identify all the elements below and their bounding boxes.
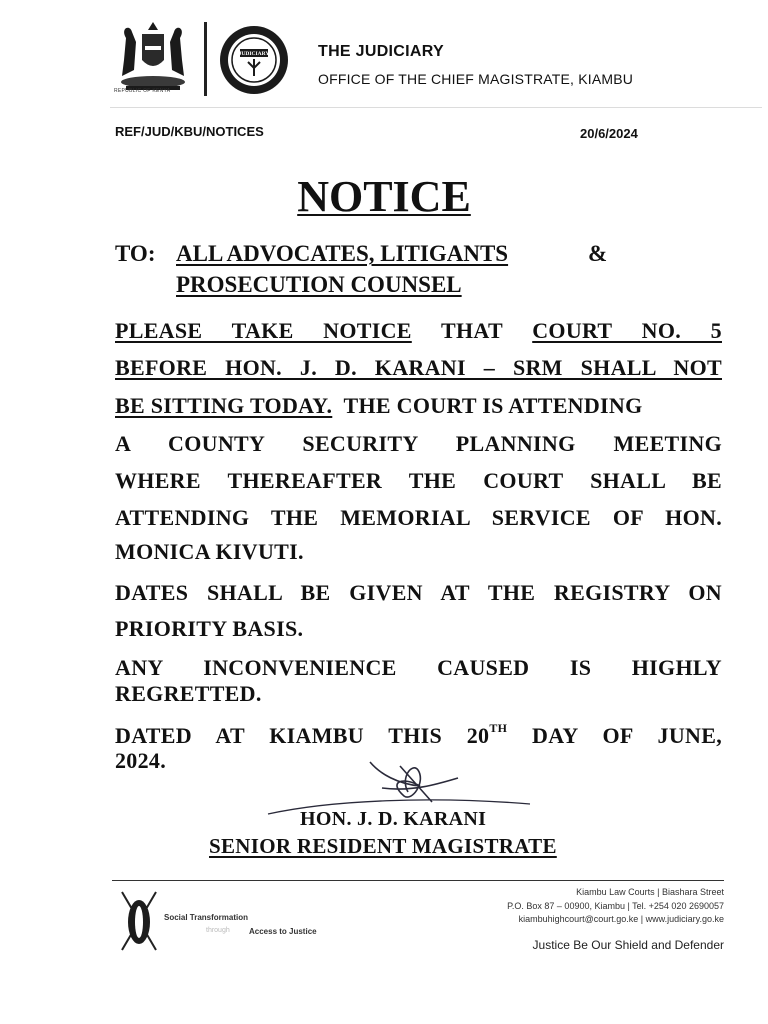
dated-suffix: DAY OF JUNE,: [532, 723, 722, 748]
body-phrase: THE COURT IS ATTENDING: [343, 393, 643, 418]
footer-slogan-connector: through: [206, 927, 230, 934]
reference-number: REF/JUD/KBU/NOTICES: [115, 124, 264, 139]
signatory-title: SENIOR RESIDENT MAGISTRATE: [209, 834, 557, 858]
dated-prefix: DATED AT KIAMBU THIS 20: [115, 723, 490, 748]
body-line: [115, 393, 722, 419]
dated-ordinal: TH: [489, 721, 508, 735]
shield-spears-icon: [114, 888, 164, 954]
header-rule: [110, 107, 762, 108]
notice-heading-text: NOTICE: [297, 172, 471, 221]
footer-contact-line: kiambuhighcourt@court.go.ke | www.judiciary.go.ke: [518, 914, 724, 924]
footer-address-line-2: P.O. Box 87 – 00900, Kiambu | Tel. +254 020 2690057: [507, 901, 724, 911]
body-line: A COUNTY SECURITY PLANNING MEETING: [115, 431, 722, 456]
footer-motto: Justice Be Our Shield and Defender: [532, 938, 724, 952]
underlined-phrase: COURT NO. 5: [532, 318, 722, 343]
office-subtitle: OFFICE OF THE CHIEF MAGISTRATE, KIAMBU: [318, 71, 634, 87]
addressee-line-1: ALL ADVOCATES, LITIGANTS: [176, 241, 509, 266]
notice-heading: [0, 171, 768, 222]
body-line: [115, 318, 722, 344]
body-line: ATTENDING THE MEMORIAL SERVICE OF HON.: [115, 505, 722, 530]
to-label: TO:: [115, 241, 156, 266]
body-phrase: THAT: [441, 318, 503, 343]
judiciary-seal-icon: [218, 24, 290, 96]
body-line: REGRETTED.: [115, 681, 262, 706]
underlined-phrase: BE SITTING TODAY.: [115, 393, 333, 418]
footer-address-line-1: Kiambu Law Courts | Biashara Street: [576, 887, 724, 897]
seal-text: JUDICIARY: [238, 51, 270, 57]
addressee-ampersand: &: [588, 241, 608, 266]
footer-slogan-line-1: Social Transformation: [164, 913, 249, 922]
dated-year: 2024.: [115, 748, 166, 773]
organization-title: THE JUDICIARY: [318, 43, 444, 60]
footer-slogan-line-2: Access to Justice: [249, 927, 317, 936]
body-line: MONICA KIVUTI.: [115, 539, 304, 564]
body-line: DATES SHALL BE GIVEN AT THE REGISTRY ON: [115, 580, 722, 605]
coat-of-arms-icon: [112, 20, 194, 96]
addressee-line-2: PROSECUTION COUNSEL: [176, 272, 462, 297]
footer-rule: [112, 880, 724, 881]
body-line: BEFORE HON. J. D. KARANI – SRM SHALL NOT: [115, 355, 722, 380]
body-line: ANY INCONVENIENCE CAUSED IS HIGHLY: [115, 655, 722, 680]
body-line: PRIORITY BASIS.: [115, 616, 304, 641]
dated-line: [115, 723, 722, 749]
document-date: 20/6/2024: [580, 126, 638, 141]
coat-of-arms-caption: REPUBLIC OF KENYA: [114, 88, 171, 94]
signatory-name: HON. J. D. KARANI: [300, 808, 487, 830]
body-line: WHERE THEREAFTER THE COURT SHALL BE: [115, 468, 722, 493]
underlined-phrase: PLEASE TAKE NOTICE: [115, 318, 412, 343]
header-divider: [204, 22, 207, 96]
